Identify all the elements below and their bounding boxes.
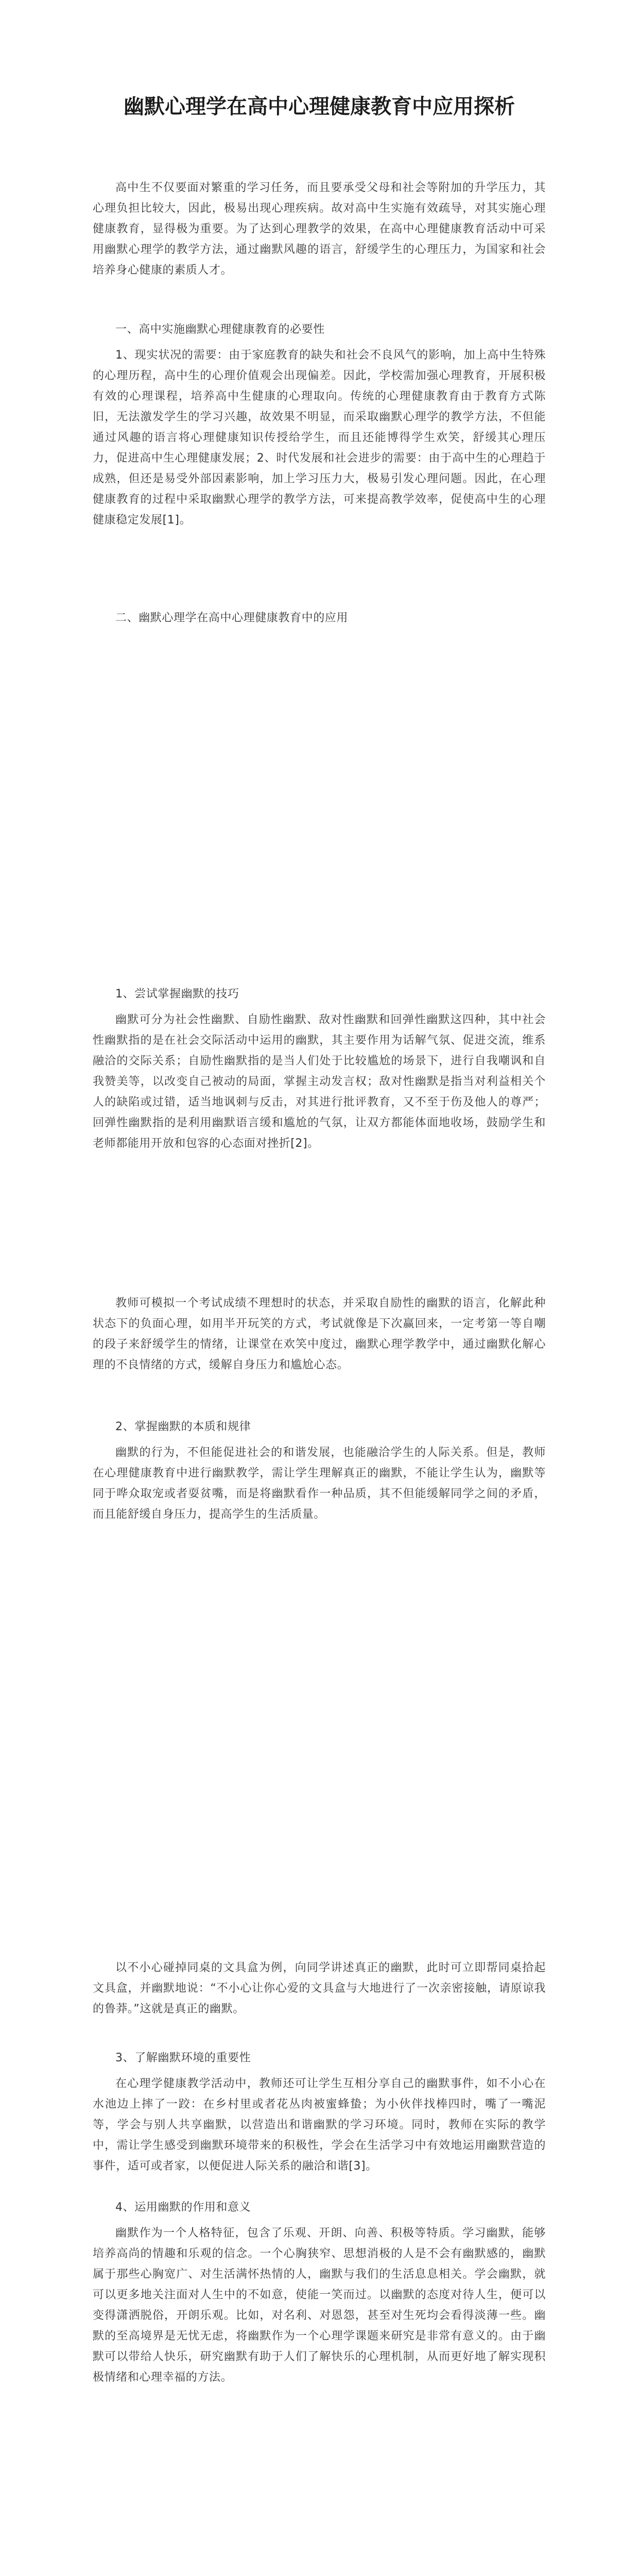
section-heading-application: 二、幽默心理学在高中心理健康教育中的应用 (115, 612, 349, 624)
humor-environment-paragraph: 在心理学健康教学活动中，教师还可让学生互相分享自己的幽默事件，如不小心在水池边上摔了一跤：在乡村里或者花丛肉被蜜蜂蛰；为小伙伴找棒四时，嘴了一嘴泥等，学会与别人共享幽默，以营造出和谐幽默的学习环境。同时，教师在实际的教学中，需让学生感受到幽默环境带来的积极性，学会在生活学习中有效地运用幽默营造的事件，适可或者家，以便促进人际关系的融洽和谐[3]。 (93, 2077, 546, 2173)
humor-meaning-paragraph: 幽默作为一个人格特征，包含了乐观、开朗、向善、积极等特质。学习幽默，能够培养高尚的情趣和乐观的信念。一个心胸狭窄、思想消极的人是不会有幽默感的，幽默属于那些心胸宽广、对生活满怀热情的人，幽默与我们的生活息息相关。学会幽默，就可以更多地关注面对人生中的不如意，使能一笑而过。以幽默的态度对待人生，便可以变得潇洒脱俗，开朗乐观。比如，对名利、对恩怨，甚至对生死均会看得淡薄一些。幽默的至高境界是无忧无虑，将幽默作为一个心理学课题来研究是非常有意义的。由于幽默可以带给人快乐，研究幽默有助于人们了解快乐的心理机制，从而更好地了解实现积极情绪和心理幸福的方法。 (93, 2227, 546, 2384)
page-title: 幽默心理学在高中心理健康教育中应用探析 (124, 94, 515, 118)
section-heading-necessity: 一、高中实施幽默心理健康教育的必要性 (115, 323, 325, 336)
pencil-case-example-paragraph: 以不小心碰掉同桌的文具盒为例，向同学讲述真正的幽默，此时可立即帮同桌拾起文具盒，并幽默地说：“不小心让你心爱的文具盒与大地进行了一次亲密接触，请原谅我的鲁莽。”这就是真正的幽默。 (93, 1961, 546, 2015)
subheading-humor-skills: 1、尝试掌握幽默的技巧 (115, 988, 239, 1001)
subheading-humor-essence: 2、掌握幽默的本质和规律 (115, 1420, 251, 1433)
necessity-paragraph: 1、现实状况的需要：由于家庭教育的缺失和社会不良风气的影响，加上高中生特殊的心理历程，高中生的心理价值观会出现偏差。因此，学校需加强心理教育，开展积极有效的心理课程，培养高中生健康的心理取向。传统的心理健康教育由于教育方式陈旧，无法激发学生的学习兴趣，故效果不明显，而采取幽默心理学的教学方法，不但能通过风趣的语言将心理健康知识传授给学生，而且还能博得学生欢笑，舒缓其心理压力，促进高中生心理健康发展；2、时代发展和社会进步的需要：由于高中生的心理趋于成熟，但还是易受外部因素影响，加上学习压力大，极易引发心理问题。因此，在心理健康教育的过程中采取幽默心理学的教学方法，可来提高教学效率，促使高中生的心理健康稳定发展[1]。 (93, 349, 546, 527)
teacher-simulation-paragraph: 教师可模拟一个考试成绩不理想时的状态，并采取自励性的幽默的语言，化解此种状态下的负面心理，如用半开玩笑的方式，考试就像是下次赢回来，一定考第一等自嘲的段子来舒缓学生的情绪，让课堂在欢笑中度过，幽默心理学教学中，通过幽默化解心理的不良情绪的方式，缓解自身压力和尴尬心态。 (93, 1297, 546, 1371)
humor-types-paragraph: 幽默可分为社会性幽默、自励性幽默、敌对性幽默和回弹性幽默这四种，其中社会性幽默指的是在社会交际活动中运用的幽默，其主要作用为话解气氛、促进交流，维系融洽的交际关系；自励性幽默指的是当人们处于比较尴尬的场景下，进行自我嘲讽和自我赞美等，以改变自己被动的局面，掌握主动发言权；敌对性幽默是指当对利益相关个人的缺陷或过错，适当地讽刺与反击，对其进行批评教育，又不至于伤及他人的尊严；回弹性幽默指的是利用幽默语言缓和尴尬的气氛，让双方都能体面地收场，鼓励学生和老师都能用开放和包容的心态面对挫折[2]。 (93, 1013, 546, 1150)
subheading-humor-environment: 3、了解幽默环境的重要性 (115, 2052, 251, 2064)
subheading-humor-meaning: 4、运用幽默的作用和意义 (115, 2201, 251, 2214)
humor-essence-paragraph: 幽默的行为，不但能促进社会的和谐发展，也能融洽学生的人际关系。但是，教师在心理健康教育中进行幽默教学，需让学生理解真正的幽默，不能让学生认为，幽默等同于哗众取宠或者耍贫嘴，而是将幽默看作一种品质，其不但能缓解同学之间的矛盾，而且能舒缓自身压力，提高学生的生活质量。 (93, 1446, 546, 1521)
intro-paragraph: 高中生不仅要面对繁重的学习任务，而且要承受父母和社会等附加的升学压力，其心理负担比较大，因此，极易出现心理疾病。故对高中生实施有效疏导，对其实施心理健康教育，显得极为重要。为了达到心理教学的效果，在高中心理健康教育活动中可采用幽默心理学的教学方法，通过幽默风趣的语言，舒缓学生的心理压力，为国家和社会培养身心健康的素质人才。 (93, 181, 546, 277)
